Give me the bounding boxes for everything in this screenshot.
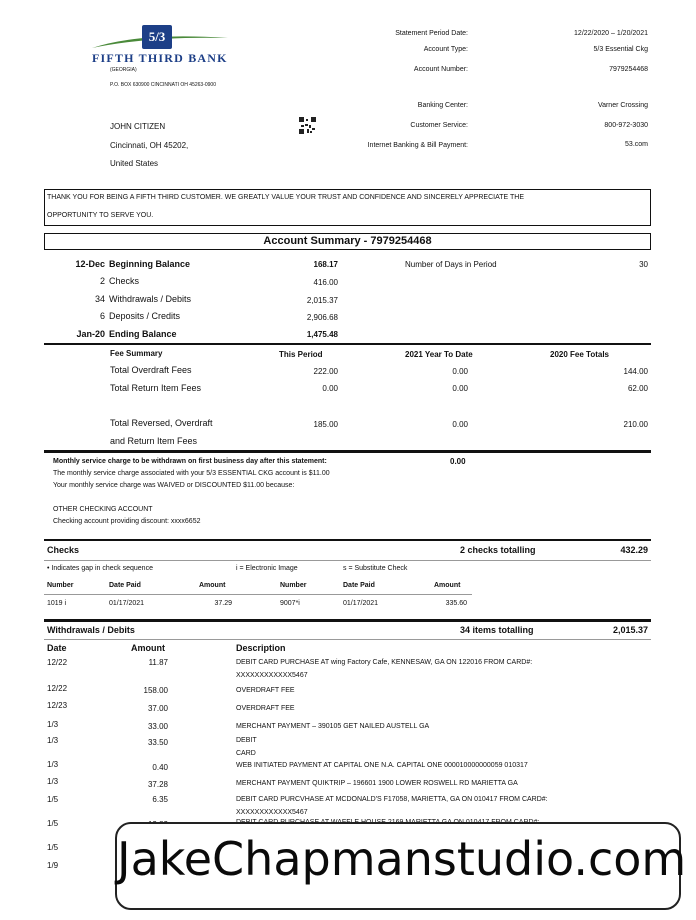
withdrawal-amount: 33.50 xyxy=(147,738,168,747)
checks-title: Checks xyxy=(47,545,80,555)
customer-country: United States xyxy=(110,159,159,168)
logo-letters: 5/3 xyxy=(148,29,166,44)
check-date: 01/17/2021 xyxy=(109,600,145,607)
banking-center-label: Banking Center: xyxy=(417,102,468,109)
account-summary-header xyxy=(44,233,651,250)
fee-row-total: 210.00 xyxy=(623,420,648,429)
withdrawals-col-date: Date xyxy=(47,643,67,653)
check-amount: 335.60 xyxy=(445,600,467,607)
summary-row-value: 2,906.68 xyxy=(306,313,338,322)
divider xyxy=(44,639,651,640)
divider xyxy=(44,594,472,595)
withdrawal-date: 1/5 xyxy=(47,795,59,804)
internet-banking-label: Internet Banking & Bill Payment: xyxy=(367,142,468,149)
summary-row-value: 416.00 xyxy=(313,278,338,287)
service-charge-heading: Monthly service charge to be withdrawn on first business day after this statement: xyxy=(53,458,327,465)
fee-row-ytd: 0.00 xyxy=(452,420,468,429)
internet-banking-value: 53.com xyxy=(625,141,648,148)
checks-col-date-2: Date Paid xyxy=(343,582,375,589)
checks-col-number: Number xyxy=(47,582,74,589)
service-charge-line-2: Your monthly service charge was WAIVED or DISCOUNTED $11.00 because: xyxy=(53,482,295,489)
thank-you-box xyxy=(44,189,651,226)
withdrawal-amount: 37.28 xyxy=(147,780,168,789)
withdrawal-description: OVERDRAFT FEE xyxy=(236,705,295,712)
fee-row-period: 185.00 xyxy=(313,420,338,429)
period-value: 12/22/2020 – 1/20/2021 xyxy=(574,30,648,37)
divider xyxy=(44,619,651,622)
summary-row-label: Checks xyxy=(109,276,140,286)
service-charge-line-1: The monthly service charge associated with your 5/3 ESSENTIAL CKG account is $11.00 xyxy=(53,470,330,477)
summary-row-left: 12-Dec xyxy=(75,259,105,269)
withdrawals-col-description: Description xyxy=(236,643,286,653)
bank-name: FIFTH THIRD BANK xyxy=(92,51,228,65)
withdrawal-date: 12/23 xyxy=(47,701,68,710)
fee-row-label: Total Reversed, Overdraft xyxy=(110,418,213,428)
withdrawal-description: DEBIT xyxy=(236,737,257,744)
fee-row-ytd: 0.00 xyxy=(452,384,468,393)
customer-city: Cincinnati, OH 45202, xyxy=(110,141,189,150)
withdrawal-description-2: XXXXXXXXXXXX5467 xyxy=(236,809,308,816)
fee-summary-title: Fee Summary xyxy=(110,349,163,358)
checks-legend-gap: • Indicates gap in check sequence xyxy=(47,565,153,572)
summary-row-label: Beginning Balance xyxy=(109,259,191,269)
withdrawal-description: MERCHANT PAYMENT – 390105 GET NAILED AUSTELL GA xyxy=(236,723,430,730)
withdrawals-col-amount: Amount xyxy=(131,643,165,653)
bank-address: P.O. BOX 630900 CINCINNATI OH 45263-0900 xyxy=(110,82,216,88)
checks-legend-substitute: s = Substitute Check xyxy=(343,565,408,572)
withdrawal-date: 1/3 xyxy=(47,720,59,729)
service-charge-line-3: OTHER CHECKING ACCOUNT xyxy=(53,506,153,513)
withdrawal-description: MERCHANT PAYMENT QUIKTRIP – 196601 1900 LOWER ROSWELL RD MARIETTA GA xyxy=(236,780,518,787)
divider xyxy=(44,539,651,541)
withdrawal-description-2: CARD xyxy=(236,750,256,757)
summary-row-value: 168.17 xyxy=(313,260,338,269)
withdrawals-title: Withdrawals / Debits xyxy=(47,625,135,635)
divider xyxy=(44,560,651,561)
check-number: 1019 i xyxy=(47,600,67,607)
fee-row-ytd: 0.00 xyxy=(452,367,468,376)
account-type-label: Account Type: xyxy=(423,46,468,53)
summary-row-left: 6 xyxy=(99,311,105,321)
fee-row-period: 222.00 xyxy=(313,367,338,376)
withdrawal-description: OVERDRAFT FEE xyxy=(236,687,295,694)
fee-this-period-header: This Period xyxy=(279,350,323,359)
thank-you-line-2: OPPORTUNITY TO SERVE YOU. xyxy=(47,212,154,219)
divider xyxy=(44,450,651,453)
withdrawal-amount: 0.40 xyxy=(152,763,168,772)
account-summary-title: Account Summary - 7979254468 xyxy=(263,235,432,247)
account-number-value: 7979254468 xyxy=(609,66,648,73)
check-number: 9007*i xyxy=(280,600,300,607)
checks-col-amount: Amount xyxy=(199,582,226,589)
withdrawal-date: 1/3 xyxy=(47,760,59,769)
period-label: Statement Period Date: xyxy=(395,30,468,37)
summary-row-label: Deposits / Credits xyxy=(109,311,181,321)
withdrawal-date: 12/22 xyxy=(47,658,68,667)
fee-row-total: 62.00 xyxy=(627,384,648,393)
checks-total: 432.29 xyxy=(620,545,648,555)
withdrawal-date: 1/3 xyxy=(47,777,59,786)
withdrawal-amount: 158.00 xyxy=(143,686,168,695)
service-charge-line-4: Checking account providing discount: xxxx6652 xyxy=(53,518,201,525)
withdrawal-description: DEBIT CARD PURCHASE AT wing Factory Cafe, KENNESAW, GA ON 122016 FROM CARD#: xyxy=(236,659,533,666)
summary-row-label: Ending Balance xyxy=(109,329,177,339)
fee-row-label: Total Return Item Fees xyxy=(110,383,202,393)
checks-legend-image: i = Electronic Image xyxy=(236,565,298,572)
withdrawal-description: WEB INITIATED PAYMENT AT CAPITAL ONE N.A. CAPITAL ONE 000010000000059 010317 xyxy=(236,762,528,769)
bank-region: (GEORGIA) xyxy=(110,67,137,73)
days-in-period-label: Number of Days in Period xyxy=(405,260,497,269)
withdrawals-summary: 34 items totalling xyxy=(460,625,534,635)
fee-ytd-header: 2021 Year To Date xyxy=(405,350,473,359)
fee-row-period: 0.00 xyxy=(322,384,338,393)
fee-row-label-2: and Return Item Fees xyxy=(110,436,198,446)
withdrawal-amount: 37.00 xyxy=(147,704,168,713)
withdrawal-description-2: XXXXXXXXXXXX5467 xyxy=(236,672,308,679)
withdrawal-date: 1/5 xyxy=(47,819,59,828)
withdrawal-date: 1/3 xyxy=(47,736,59,745)
days-in-period-value: 30 xyxy=(639,260,648,269)
withdrawal-date: 12/22 xyxy=(47,684,68,693)
fee-row-total: 144.00 xyxy=(623,367,648,376)
account-type-value: 5/3 Essential Ckg xyxy=(593,46,648,53)
summary-row-label: Withdrawals / Debits xyxy=(109,294,192,304)
check-amount: 37.29 xyxy=(214,600,232,607)
checks-summary: 2 checks totalling xyxy=(460,545,536,555)
summary-row-left: 34 xyxy=(94,294,105,304)
summary-row-value: 2,015.37 xyxy=(306,296,338,305)
fee-totals-header: 2020 Fee Totals xyxy=(550,350,609,359)
withdrawal-description: DEBIT CARD PURCVHASE AT MCDONALD'S F17058, MARIETTA, GA ON 010417 FROM CARD#: xyxy=(236,796,548,803)
watermark-banner xyxy=(115,822,687,910)
checks-col-date: Date Paid xyxy=(109,582,141,589)
check-date: 01/17/2021 xyxy=(343,600,379,607)
customer-name: JOHN CITIZEN xyxy=(110,122,166,131)
summary-row-value: 1,475.48 xyxy=(306,330,338,339)
withdrawals-total: 2,015.37 xyxy=(612,625,648,635)
withdrawal-amount: 11.87 xyxy=(148,658,168,667)
withdrawal-date: 1/5 xyxy=(47,843,59,852)
thank-you-line-1: THANK YOU FOR BEING A FIFTH THIRD CUSTOMER. WE GREATLY VALUE YOUR TRUST AND CONFIDENCE AND SINCERELY APPRECIATE THE xyxy=(47,194,524,201)
withdrawal-amount: 6.35 xyxy=(152,795,168,804)
checks-col-number-2: Number xyxy=(280,582,307,589)
service-charge-amount: 0.00 xyxy=(450,457,466,466)
watermark-text: JakeChapmanstudio.com xyxy=(117,832,687,886)
summary-row-left: 2 xyxy=(99,276,105,286)
checks-col-amount-2: Amount xyxy=(434,582,461,589)
withdrawal-amount: 33.00 xyxy=(147,722,168,731)
withdrawal-date: 1/9 xyxy=(47,861,59,870)
summary-row-left: Jan-20 xyxy=(76,329,105,339)
account-number-label: Account Number: xyxy=(413,66,468,73)
customer-service-label: Customer Service: xyxy=(410,122,468,129)
fee-row-label: Total Overdraft Fees xyxy=(110,365,192,375)
divider xyxy=(44,343,651,345)
banking-center-value: Varner Crossing xyxy=(597,102,648,109)
customer-service-value: 800-972-3030 xyxy=(604,122,648,129)
